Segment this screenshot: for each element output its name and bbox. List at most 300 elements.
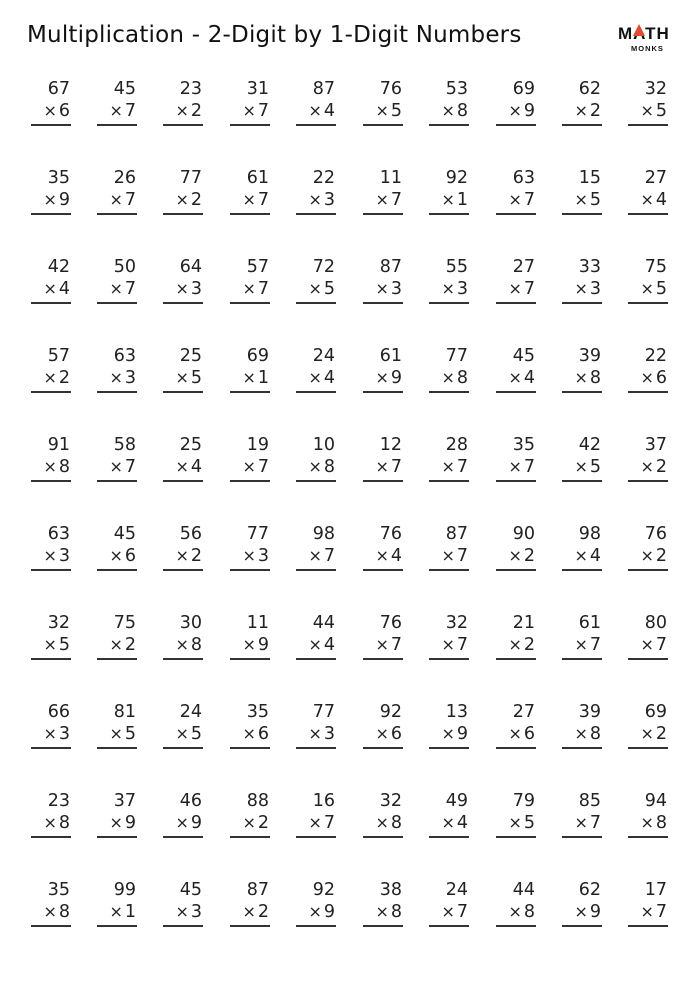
times-sign: ×: [242, 902, 256, 921]
multiplier: 8: [58, 813, 70, 833]
times-sign: ×: [109, 724, 123, 743]
multiplier: 7: [456, 902, 468, 922]
times-sign: ×: [175, 635, 189, 654]
multiplicand: 62: [578, 880, 601, 900]
times-sign: ×: [43, 457, 57, 476]
problem-r1-c5: [295, 78, 335, 128]
problem-r6-c8: [495, 523, 535, 573]
multiplier-line: [308, 278, 335, 300]
multiplier-line: [242, 634, 269, 656]
times-sign: ×: [308, 101, 322, 120]
multiplier: 2: [257, 902, 269, 922]
multiplier: 5: [589, 190, 601, 210]
problem-r10-c2: [96, 879, 136, 929]
answer-line: [628, 747, 668, 749]
answer-line: [363, 747, 403, 749]
problem-r6-c6: [362, 523, 402, 573]
multiplier: 5: [390, 101, 402, 121]
multiplicand: 92: [379, 702, 402, 722]
answer-line: [296, 658, 336, 660]
times-sign: ×: [308, 813, 322, 832]
problem-r5-c5: [295, 434, 335, 484]
multiplier-line: [640, 634, 667, 656]
times-sign: ×: [109, 635, 123, 654]
times-sign: ×: [242, 724, 256, 743]
multiplicand: 66: [47, 702, 70, 722]
multiplicand: 44: [312, 613, 335, 633]
problem-r1-c2: [96, 78, 136, 128]
times-sign: ×: [109, 813, 123, 832]
multiplier-line: [375, 278, 402, 300]
problem-r8-c6: [362, 701, 402, 751]
multiplier-line: [175, 901, 202, 923]
multiplier: 7: [390, 457, 402, 477]
multiplicand: 15: [578, 168, 601, 188]
times-sign: ×: [375, 279, 389, 298]
multiplier-line: [242, 367, 269, 389]
problem-r4-c7: [428, 345, 468, 395]
times-sign: ×: [242, 190, 256, 209]
multiplier-line: [109, 100, 136, 122]
multiplier-line: [640, 367, 667, 389]
multiplier: 9: [58, 190, 70, 210]
multiplier-line: [109, 634, 136, 656]
times-sign: ×: [109, 101, 123, 120]
multiplier-line: [175, 278, 202, 300]
problem-r5-c1: [30, 434, 70, 484]
times-sign: ×: [43, 279, 57, 298]
multiplicand: 24: [312, 346, 335, 366]
problem-r1-c7: [428, 78, 468, 128]
multiplier: 3: [124, 368, 136, 388]
answer-line: [163, 124, 203, 126]
answer-line: [31, 836, 71, 838]
multiplier-line: [109, 812, 136, 834]
multiplier: 7: [523, 457, 535, 477]
problem-r7-c9: [561, 612, 601, 662]
math-monks-logo: [618, 24, 678, 56]
answer-line: [562, 124, 602, 126]
multiplier: 3: [456, 279, 468, 299]
times-sign: ×: [441, 101, 455, 120]
problem-r2-c3: [162, 167, 202, 217]
problem-r6-c9: [561, 523, 601, 573]
multiplier: 6: [257, 724, 269, 744]
problem-r9-c9: [561, 790, 601, 840]
times-sign: ×: [375, 635, 389, 654]
multiplicand: 42: [47, 257, 70, 277]
answer-line: [97, 302, 137, 304]
problem-r5-c9: [561, 434, 601, 484]
answer-line: [31, 480, 71, 482]
times-sign: ×: [175, 457, 189, 476]
answer-line: [163, 836, 203, 838]
times-sign: ×: [375, 724, 389, 743]
answer-line: [97, 124, 137, 126]
answer-line: [562, 925, 602, 927]
times-sign: ×: [43, 546, 57, 565]
multiplier-line: [640, 278, 667, 300]
multiplicand: 98: [312, 524, 335, 544]
multiplier: 3: [257, 546, 269, 566]
problem-r9-c2: [96, 790, 136, 840]
answer-line: [496, 836, 536, 838]
times-sign: ×: [308, 457, 322, 476]
multiplicand: 30: [179, 613, 202, 633]
answer-line: [562, 569, 602, 571]
times-sign: ×: [375, 101, 389, 120]
times-sign: ×: [508, 279, 522, 298]
multiplicand: 32: [379, 791, 402, 811]
multiplicand: 76: [379, 79, 402, 99]
multiplier: 7: [124, 279, 136, 299]
multiplier-line: [109, 367, 136, 389]
times-sign: ×: [640, 902, 654, 921]
times-sign: ×: [441, 902, 455, 921]
answer-line: [496, 925, 536, 927]
problem-r9-c8: [495, 790, 535, 840]
problem-r6-c5: [295, 523, 335, 573]
multiplier: 2: [523, 546, 535, 566]
answer-line: [230, 124, 270, 126]
multiplier: 7: [390, 635, 402, 655]
times-sign: ×: [640, 368, 654, 387]
multiplicand: 22: [312, 168, 335, 188]
multiplier-line: [109, 901, 136, 923]
multiplicand: 63: [113, 346, 136, 366]
multiplicand: 77: [179, 168, 202, 188]
multiplier-line: [43, 367, 70, 389]
times-sign: ×: [109, 457, 123, 476]
multiplier: 9: [589, 902, 601, 922]
problem-r7-c6: [362, 612, 402, 662]
times-sign: ×: [574, 368, 588, 387]
answer-line: [296, 391, 336, 393]
multiplier-line: [441, 189, 468, 211]
multiplier: 9: [257, 635, 269, 655]
problem-r9-c3: [162, 790, 202, 840]
multiplicand: 53: [445, 79, 468, 99]
multiplier-line: [43, 545, 70, 567]
answer-line: [562, 836, 602, 838]
answer-line: [628, 124, 668, 126]
multiplier-line: [109, 189, 136, 211]
problem-r3-c9: [561, 256, 601, 306]
problem-r7-c10: [627, 612, 667, 662]
answer-line: [628, 302, 668, 304]
multiplier-line: [574, 278, 601, 300]
answer-line: [429, 302, 469, 304]
multiplier: 6: [58, 101, 70, 121]
multiplier: 7: [456, 546, 468, 566]
multiplier: 7: [655, 635, 667, 655]
multiplier: 7: [257, 190, 269, 210]
multiplier-line: [175, 367, 202, 389]
problem-r2-c6: [362, 167, 402, 217]
answer-line: [230, 391, 270, 393]
times-sign: ×: [574, 279, 588, 298]
answer-line: [363, 658, 403, 660]
times-sign: ×: [574, 813, 588, 832]
multiplier: 9: [124, 813, 136, 833]
multiplicand: 27: [644, 168, 667, 188]
problem-r9-c1: [30, 790, 70, 840]
answer-line: [496, 747, 536, 749]
problem-r8-c7: [428, 701, 468, 751]
problem-r3-c5: [295, 256, 335, 306]
multiplicand: 55: [445, 257, 468, 277]
multiplicand: 76: [379, 524, 402, 544]
times-sign: ×: [242, 368, 256, 387]
multiplier-line: [175, 456, 202, 478]
multiplier: 4: [190, 457, 202, 477]
multiplier-line: [574, 812, 601, 834]
answer-line: [31, 658, 71, 660]
times-sign: ×: [375, 368, 389, 387]
multiplier: 7: [323, 813, 335, 833]
problem-r10-c5: [295, 879, 335, 929]
multiplicand: 63: [512, 168, 535, 188]
multiplier: 4: [323, 368, 335, 388]
multiplicand: 69: [512, 79, 535, 99]
answer-line: [363, 480, 403, 482]
multiplicand: 11: [379, 168, 402, 188]
problem-r1-c6: [362, 78, 402, 128]
multiplier: 4: [323, 635, 335, 655]
answer-line: [97, 747, 137, 749]
answer-line: [31, 213, 71, 215]
problem-r10-c4: [229, 879, 269, 929]
multiplier: 8: [190, 635, 202, 655]
multiplier-line: [242, 456, 269, 478]
times-sign: ×: [109, 279, 123, 298]
answer-line: [163, 302, 203, 304]
multiplier: 5: [323, 279, 335, 299]
multiplier-line: [43, 723, 70, 745]
multiplier-line: [375, 545, 402, 567]
problem-r4-c10: [627, 345, 667, 395]
multiplier: 7: [589, 635, 601, 655]
answer-line: [230, 302, 270, 304]
multiplier-line: [43, 100, 70, 122]
problem-r5-c10: [627, 434, 667, 484]
multiplicand: 45: [113, 524, 136, 544]
multiplicand: 77: [246, 524, 269, 544]
multiplier: 8: [589, 724, 601, 744]
multiplier: 6: [523, 724, 535, 744]
multiplicand: 25: [179, 435, 202, 455]
times-sign: ×: [109, 902, 123, 921]
answer-line: [163, 925, 203, 927]
times-sign: ×: [441, 635, 455, 654]
times-sign: ×: [574, 635, 588, 654]
multiplier: 4: [655, 190, 667, 210]
times-sign: ×: [308, 902, 322, 921]
times-sign: ×: [43, 635, 57, 654]
times-sign: ×: [175, 813, 189, 832]
multiplicand: 16: [312, 791, 335, 811]
answer-line: [97, 569, 137, 571]
multiplier: 2: [523, 635, 535, 655]
answer-line: [97, 658, 137, 660]
multiplier: 7: [124, 101, 136, 121]
multiplier-line: [375, 189, 402, 211]
multiplicand: 35: [47, 168, 70, 188]
answer-line: [562, 391, 602, 393]
multiplicand: 39: [578, 346, 601, 366]
times-sign: ×: [441, 368, 455, 387]
times-sign: ×: [308, 724, 322, 743]
multiplicand: 72: [312, 257, 335, 277]
multiplicand: 92: [445, 168, 468, 188]
multiplicand: 56: [179, 524, 202, 544]
multiplicand: 19: [246, 435, 269, 455]
answer-line: [31, 302, 71, 304]
multiplier-line: [175, 723, 202, 745]
multiplicand: 13: [445, 702, 468, 722]
multiplicand: 75: [113, 613, 136, 633]
multiplicand: 23: [47, 791, 70, 811]
answer-line: [496, 213, 536, 215]
times-sign: ×: [508, 902, 522, 921]
times-sign: ×: [43, 190, 57, 209]
problem-r8-c5: [295, 701, 335, 751]
multiplier: 5: [589, 457, 601, 477]
times-sign: ×: [441, 457, 455, 476]
answer-line: [363, 302, 403, 304]
problem-r9-c5: [295, 790, 335, 840]
multiplier: 3: [190, 902, 202, 922]
times-sign: ×: [508, 101, 522, 120]
times-sign: ×: [508, 190, 522, 209]
times-sign: ×: [175, 101, 189, 120]
times-sign: ×: [375, 457, 389, 476]
multiplier: 1: [257, 368, 269, 388]
multiplier-line: [441, 367, 468, 389]
multiplier: 3: [323, 190, 335, 210]
multiplier: 8: [58, 902, 70, 922]
times-sign: ×: [640, 279, 654, 298]
multiplier: 5: [124, 724, 136, 744]
problem-r4-c3: [162, 345, 202, 395]
times-sign: ×: [242, 546, 256, 565]
multiplier-line: [375, 812, 402, 834]
answer-line: [230, 836, 270, 838]
multiplier: 7: [257, 101, 269, 121]
multiplicand: 91: [47, 435, 70, 455]
answer-line: [628, 391, 668, 393]
multiplicand: 23: [179, 79, 202, 99]
multiplicand: 61: [578, 613, 601, 633]
multiplier: 2: [257, 813, 269, 833]
multiplier: 7: [523, 190, 535, 210]
times-sign: ×: [375, 546, 389, 565]
answer-line: [429, 658, 469, 660]
multiplier: 4: [523, 368, 535, 388]
multiplier: 8: [390, 902, 402, 922]
multiplicand: 77: [312, 702, 335, 722]
answer-line: [296, 480, 336, 482]
multiplicand: 35: [246, 702, 269, 722]
answer-line: [363, 925, 403, 927]
times-sign: ×: [508, 724, 522, 743]
answer-line: [296, 836, 336, 838]
answer-line: [496, 391, 536, 393]
answer-line: [163, 391, 203, 393]
answer-line: [562, 747, 602, 749]
multiplier: 1: [124, 902, 136, 922]
answer-line: [31, 747, 71, 749]
answer-line: [163, 480, 203, 482]
problem-r5-c7: [428, 434, 468, 484]
problem-r1-c9: [561, 78, 601, 128]
times-sign: ×: [640, 724, 654, 743]
answer-line: [562, 658, 602, 660]
problem-r10-c6: [362, 879, 402, 929]
times-sign: ×: [640, 457, 654, 476]
multiplier: 4: [456, 813, 468, 833]
multiplier: 7: [523, 279, 535, 299]
answer-line: [230, 658, 270, 660]
times-sign: ×: [242, 813, 256, 832]
multiplier: 8: [456, 101, 468, 121]
multiplicand: 77: [445, 346, 468, 366]
problem-r1-c8: [495, 78, 535, 128]
problem-r7-c4: [229, 612, 269, 662]
answer-line: [97, 391, 137, 393]
problem-r3-c10: [627, 256, 667, 306]
multiplier: 2: [58, 368, 70, 388]
times-sign: ×: [508, 546, 522, 565]
times-sign: ×: [308, 279, 322, 298]
multiplier: 7: [589, 813, 601, 833]
problem-r8-c10: [627, 701, 667, 751]
problem-r10-c1: [30, 879, 70, 929]
answer-line: [562, 213, 602, 215]
multiplier-line: [175, 634, 202, 656]
logo-triangle-icon: [633, 24, 645, 36]
answer-line: [97, 480, 137, 482]
times-sign: ×: [640, 101, 654, 120]
multiplier-line: [441, 901, 468, 923]
problem-r6-c2: [96, 523, 136, 573]
problem-r4-c1: [30, 345, 70, 395]
multiplicand: 79: [512, 791, 535, 811]
multiplicand: 46: [179, 791, 202, 811]
times-sign: ×: [508, 813, 522, 832]
answer-line: [97, 213, 137, 215]
multiplier-line: [640, 901, 667, 923]
multiplicand: 11: [246, 613, 269, 633]
worksheet-title: Multiplication - 2-Digit by 1-Digit Numbers: [27, 22, 522, 48]
multiplier: 3: [589, 279, 601, 299]
multiplier-line: [441, 100, 468, 122]
multiplier-line: [175, 100, 202, 122]
answer-line: [230, 925, 270, 927]
multiplicand: 81: [113, 702, 136, 722]
multiplicand: 61: [379, 346, 402, 366]
problem-r3-c3: [162, 256, 202, 306]
multiplicand: 85: [578, 791, 601, 811]
multiplier: 2: [655, 724, 667, 744]
multiplier-line: [441, 545, 468, 567]
multiplier: 8: [58, 457, 70, 477]
multiplicand: 45: [512, 346, 535, 366]
multiplicand: 32: [47, 613, 70, 633]
times-sign: ×: [43, 368, 57, 387]
times-sign: ×: [574, 902, 588, 921]
multiplier-line: [109, 278, 136, 300]
